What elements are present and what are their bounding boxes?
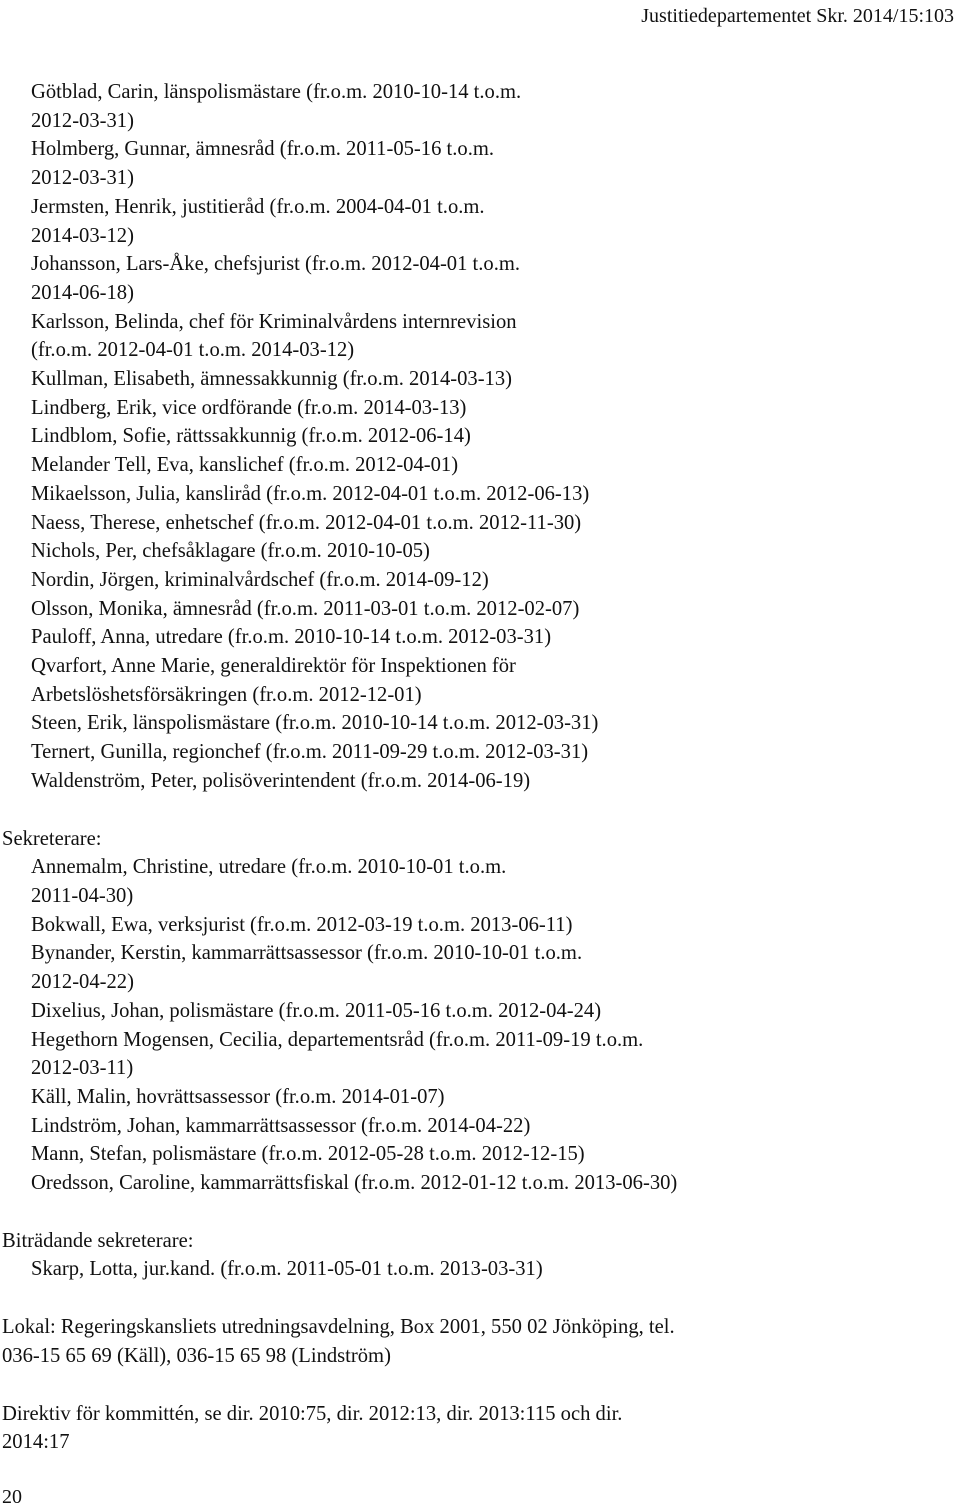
- member-line: Olsson, Monika, ämnesråd (fr.o.m. 2011-03-01 t.o.m. 2012-02-07): [31, 597, 580, 620]
- member-line: 2012-03-31): [31, 109, 134, 132]
- member-line: 2014-03-12): [31, 224, 134, 247]
- member-line: Nordin, Jörgen, kriminalvårdschef (fr.o.m. 2014-09-12): [31, 568, 489, 591]
- secretary-line: Bokwall, Ewa, verksjurist (fr.o.m. 2012-03-19 t.o.m. 2013-06-11): [31, 913, 573, 936]
- member-line: Lindblom, Sofie, rättssakkunnig (fr.o.m. 2012-06-14): [31, 425, 471, 448]
- secretaries-heading: Sekreterare:: [2, 827, 102, 850]
- member-line: Götblad, Carin, länspolismästare (fr.o.m. 2010-10-14 t.o.m.: [31, 81, 522, 103]
- member-line: Kullman, Elisabeth, ämnessakkunnig (fr.o.m. 2014-03-13): [31, 368, 513, 391]
- member-line: Melander Tell, Eva, kanslichef (fr.o.m. 2012-04-01): [31, 454, 459, 477]
- member-line: Steen, Erik, länspolismästare (fr.o.m. 2010-10-14 t.o.m. 2012-03-31): [31, 712, 599, 735]
- member-line: Lindberg, Erik, vice ordförande (fr.o.m. 2014-03-13): [31, 396, 467, 419]
- member-line: Karlsson, Belinda, chef för Kriminalvårdens internrevision: [31, 310, 517, 333]
- secretary-line: 2011-04-30): [31, 884, 134, 907]
- assistant-secretary-line: Skarp, Lotta, jur.kand. (fr.o.m. 2011-05-01 t.o.m. 2013-03-31): [31, 1258, 543, 1281]
- member-line: Ternert, Gunilla, regionchef (fr.o.m. 2011-09-29 t.o.m. 2012-03-31): [31, 741, 589, 764]
- member-line: 2014-06-18): [31, 281, 134, 304]
- member-line: Holmberg, Gunnar, ämnesråd (fr.o.m. 2011-05-16 t.o.m.: [31, 138, 495, 161]
- secretary-line: Annemalm, Christine, utredare (fr.o.m. 2010-10-01 t.o.m.: [31, 856, 507, 879]
- secretary-line: Dixelius, Johan, polismästare (fr.o.m. 2011-05-16 t.o.m. 2012-04-24): [31, 999, 602, 1022]
- directives-paragraph: [2, 1400, 952, 1457]
- secretary-line: 2012-03-11): [31, 1057, 134, 1080]
- member-line: Jermsten, Henrik, justitieråd (fr.o.m. 2004-04-01 t.o.m.: [31, 195, 485, 218]
- members-list: [2, 78, 952, 796]
- member-line: 2012-03-31): [31, 167, 134, 190]
- member-line: Naess, Therese, enhetschef (fr.o.m. 2012-04-01 t.o.m. 2012-11-30): [31, 511, 582, 534]
- member-line: Pauloff, Anna, utredare (fr.o.m. 2010-10-14 t.o.m. 2012-03-31): [31, 626, 552, 649]
- secretaries-list: [2, 853, 952, 1197]
- directives-line: 2014:17: [2, 1431, 70, 1454]
- assistant-secretaries-list: [2, 1255, 952, 1284]
- secretary-line: Oredsson, Caroline, kammarrättsfiskal (fr.o.m. 2012-01-12 t.o.m. 2013-06-30): [31, 1172, 678, 1195]
- secretary-line: Bynander, Kerstin, kammarrättsassessor (fr.o.m. 2010-10-01 t.o.m.: [31, 942, 583, 965]
- secretary-line: Hegethorn Mogensen, Cecilia, departementsråd (fr.o.m. 2011-09-19 t.o.m.: [31, 1028, 644, 1051]
- member-line: Arbetslöshetsförsäkringen (fr.o.m. 2012-12-01): [31, 683, 422, 706]
- member-line: Qvarfort, Anne Marie, generaldirektör för Inspektionen för: [31, 655, 516, 678]
- member-line: Waldenström, Peter, polisöverintendent (fr.o.m. 2014-06-19): [31, 769, 531, 792]
- secretary-line: Mann, Stefan, polismästare (fr.o.m. 2012-05-28 t.o.m. 2012-12-15): [31, 1143, 585, 1166]
- directives-line: Direktiv för kommittén, se dir. 2010:75, dir. 2012:13, dir. 2013:115 och dir.: [2, 1402, 623, 1425]
- location-paragraph: [2, 1313, 952, 1370]
- secretary-line: Käll, Malin, hovrättsassessor (fr.o.m. 2014-01-07): [31, 1085, 445, 1108]
- secretary-line: Lindström, Johan, kammarrättsassessor (fr.o.m. 2014-04-22): [31, 1114, 531, 1137]
- member-line: (fr.o.m. 2012-04-01 t.o.m. 2014-03-12): [31, 339, 355, 362]
- member-line: Nichols, Per, chefsåklagare (fr.o.m. 2010-10-05): [31, 540, 430, 563]
- secretary-line: 2012-04-22): [31, 971, 134, 994]
- page-header: Justitiedepartementet Skr. 2014/15:103: [641, 5, 954, 27]
- page-number: 20: [2, 1486, 22, 1508]
- assistant-secretaries-heading: Biträdande sekreterare:: [2, 1229, 194, 1252]
- member-line: Johansson, Lars-Åke, chefsjurist (fr.o.m. 2012-04-01 t.o.m.: [31, 253, 521, 276]
- member-line: Mikaelsson, Julia, kansliråd (fr.o.m. 2012-04-01 t.o.m. 2012-06-13): [31, 482, 590, 505]
- document-body: [2, 78, 952, 1457]
- location-line: Lokal: Regeringskansliets utredningsavdelning, Box 2001, 550 02 Jönköping, tel.: [2, 1316, 675, 1339]
- location-line: 036-15 65 69 (Käll), 036-15 65 98 (Lindström): [2, 1344, 391, 1367]
